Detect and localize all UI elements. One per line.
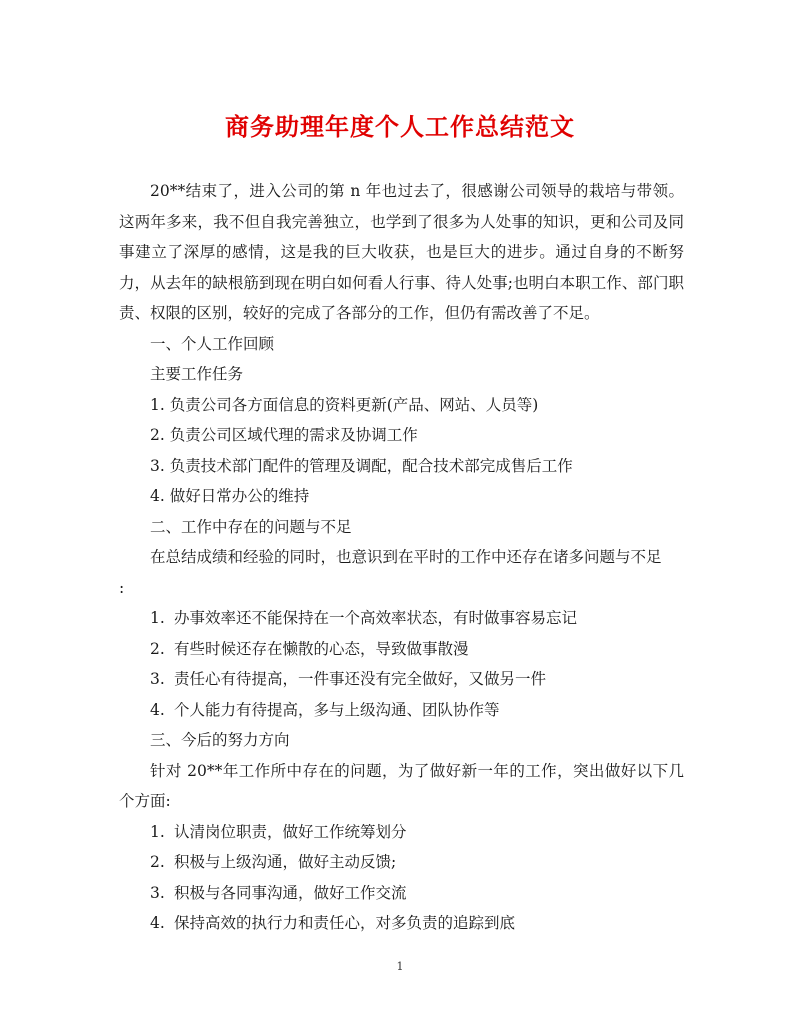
direction-text: 积极与各同事沟通，做好工作交流 [174, 883, 407, 902]
direction-number: 2. [150, 853, 165, 871]
problem-item [119, 603, 684, 634]
problem-number: 3. [150, 670, 165, 688]
direction-text: 保持高效的执行力和责任心，对多负责的追踪到底 [174, 914, 516, 932]
direction-number: 3. [150, 883, 165, 902]
direction-number: 4. [150, 914, 165, 932]
subheading-main-tasks: 主要工作任务 [150, 365, 244, 383]
problem-item [119, 695, 684, 726]
task-item: 4. 做好日常办公的维持 [150, 487, 310, 505]
intro-paragraph: 20**结束了，进入公司的第 n 年也过去了，很感谢公司领导的栽培与带领。这两年多来，我不但自我完善独立，也学到了很多为人处事的知识，更和公司及同事建立了深厚的感情，这是我的巨大收获，也是巨大的进步。通过自身的不断努力，从去年的缺根筋到现在明白如何看人行事、待人处事;也明白本职工作、部门职责、权限的区别，较好的完成了各部分的工作，但仍有需改善了不足。 [119, 182, 684, 322]
direction-item [119, 908, 684, 939]
problem-item [119, 664, 684, 695]
task-item: 1. 负责公司各方面信息的资料更新(产品、网站、人员等) [150, 395, 539, 414]
document-title: 商务助理年度个人工作总结范文 [225, 112, 575, 141]
problem-number: 2. [150, 639, 165, 658]
direction-item [119, 878, 684, 909]
problem-number: 1. [150, 609, 165, 627]
problem-text: 有些时候还存在懒散的心态，导致做事散漫 [174, 639, 469, 658]
problems-intro: 在总结成绩和经验的同时，也意识到在平时的工作中还存在诸多问题与不足 [150, 548, 662, 566]
directions-intro: 针对 20**年工作所中存在的问题，为了做好新一年的工作，突出做好以下几个方面: [119, 761, 684, 810]
problem-number: 4. [150, 700, 165, 719]
section-heading-review: 一、个人工作回顾 [150, 334, 275, 353]
problem-item [119, 634, 684, 665]
problem-text: 个人能力有待提高，多与上级沟通、团队协作等 [174, 700, 500, 719]
direction-number: 1. [150, 822, 165, 841]
task-item: 2. 负责公司区域代理的需求及协调工作 [150, 426, 418, 444]
direction-text: 认清岗位职责，做好工作统筹划分 [174, 822, 407, 841]
page-number: 1 [396, 960, 404, 973]
problem-text: 办事效率还不能保持在一个高效率状态，有时做事容易忘记 [174, 609, 578, 627]
section-heading-directions: 三、今后的努力方向 [150, 731, 290, 749]
direction-item [119, 817, 684, 848]
problems-intro-colon: : [119, 578, 125, 597]
direction-text: 积极与上级沟通，做好主动反馈; [174, 853, 397, 871]
document-body [119, 176, 684, 939]
direction-item [119, 847, 684, 878]
section-heading-problems: 二、工作中存在的问题与不足 [150, 517, 352, 536]
task-item: 3. 负责技术部门配件的管理及调配，配合技术部完成售后工作 [150, 456, 573, 475]
problem-text: 责任心有待提高，一件事还没有完全做好，又做另一件 [174, 670, 547, 688]
